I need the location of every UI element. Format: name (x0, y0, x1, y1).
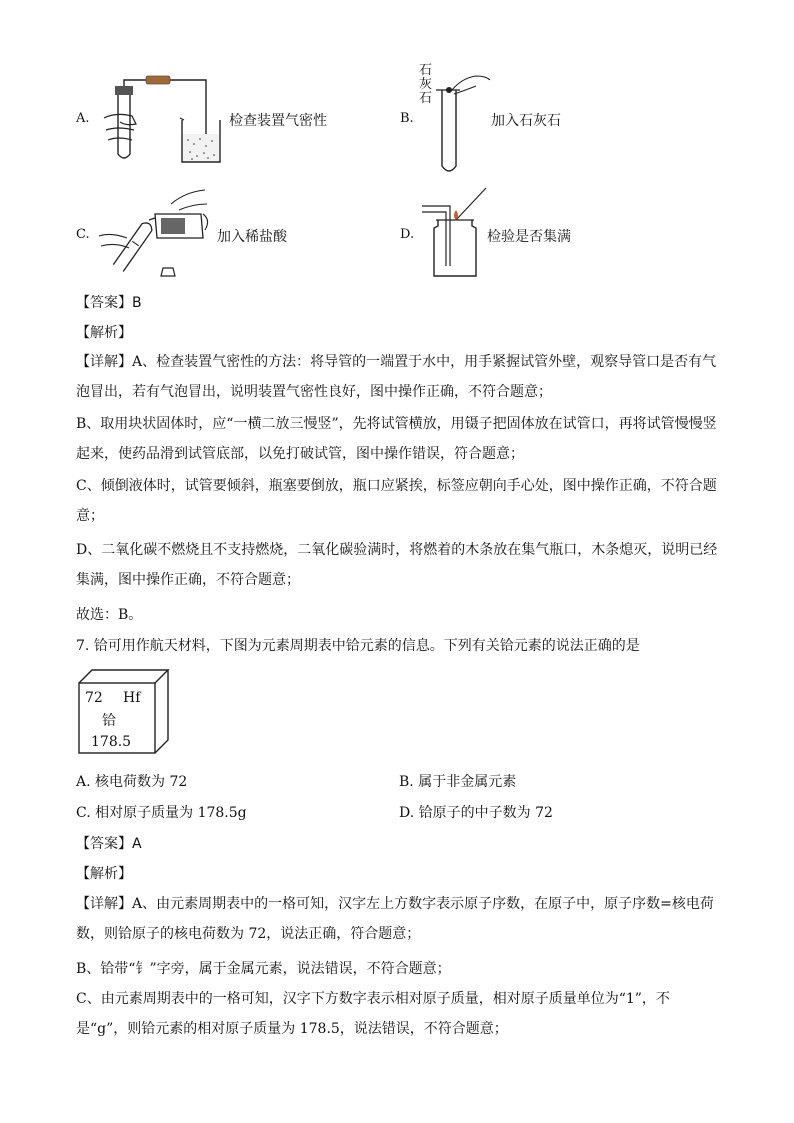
option-letter: A. (76, 111, 90, 126)
element-symbol: Hf (123, 690, 141, 706)
question-7-stem: 7. 铪可用作航天材料，下图为元素周期表中铪元素的信息。下列有关铪元素的说法正确的是 (76, 638, 640, 654)
detail-q7-c: C、由元素周期表中的一格可知，汉字下方数字表示相对原子质量，相对原子质量单位为“1”，不是“g”，则铪元素的相对原子质量为 178.5，说法错误，不符合题意； (76, 991, 670, 1037)
label-char: 石 (419, 91, 433, 106)
label-char: 灰 (419, 77, 433, 92)
answer-q7: 【答案】A (76, 836, 142, 852)
q7-option-a: A. 核电荷数为 72 (76, 774, 188, 790)
option-caption: 检查装置气密性 (229, 113, 327, 129)
gas-collection-check-illustration (420, 186, 490, 280)
detail-q6-d: D、二氧化碳不燃烧且不支持燃烧，二氧化碳验满时，将燃着的木条放在集气瓶口，木条熄灭，说明已经集满，图中操作正确，不符合题意； (76, 542, 718, 588)
atomic-number: 72 (85, 690, 103, 706)
option-letter: B. (400, 111, 414, 126)
answer-q6: 【答案】B (76, 295, 142, 311)
option-letter: D. (400, 227, 415, 242)
detail-q7-a: 【详解】A、由元素周期表中的一格可知，汉字左上方数字表示原子序数，在原子中，原子序数=核电荷数，则铪原子的核电荷数为 72，说法正确，符合题意； (76, 896, 714, 942)
option-caption: 检验是否集满 (487, 229, 571, 245)
q7-option-c: C. 相对原子质量为 178.5g (76, 805, 247, 821)
add-limestone-illustration (436, 66, 496, 176)
label-char: 石 (419, 63, 433, 78)
q7-option-b: B. 属于非金属元素 (399, 774, 517, 790)
option-caption: 加入石灰石 (491, 113, 561, 129)
analysis-heading-q6: 【解析】 (76, 325, 132, 341)
detail-q6-a: 【详解】A、检查装置气密性的方法：将导管的一端置于水中，用手紧握试管外壁，观察导管口是否有气泡冒出，若有气泡冒出，说明装置气密性良好，图中操作正确，不符合题意； (76, 354, 717, 400)
limestone-label (419, 64, 433, 106)
airtightness-check-illustration (96, 74, 226, 166)
add-acid-illustration (93, 184, 218, 284)
analysis-heading-q7: 【解析】 (76, 866, 132, 882)
detail-q6-b: B、取用块状固体时，应“一横二放三慢竖”，先将试管横放，用镊子把固体放在试管口，再将试管慢慢竖起来，使药品滑到试管底部，以免打破试管，图中操作错误，符合题意； (76, 416, 717, 462)
detail-q7-b: B、铪带“钅”字旁，属于金属元素，说法错误，不符合题意； (76, 961, 451, 977)
conclusion-q6: 故选：B。 (76, 607, 143, 623)
detail-q6-c: C、倾倒液体时，试管要倾斜，瓶塞要倒放，瓶口应紧挨，标签应朝向手心处，图中操作正确，不符合题意； (76, 478, 717, 524)
q7-option-d: D. 铪原子的中子数为 72 (399, 805, 553, 821)
option-caption: 加入稀盐酸 (217, 229, 287, 245)
atomic-mass: 178.5 (91, 734, 132, 750)
option-letter: C. (76, 227, 90, 242)
element-name: 铪 (102, 713, 116, 729)
